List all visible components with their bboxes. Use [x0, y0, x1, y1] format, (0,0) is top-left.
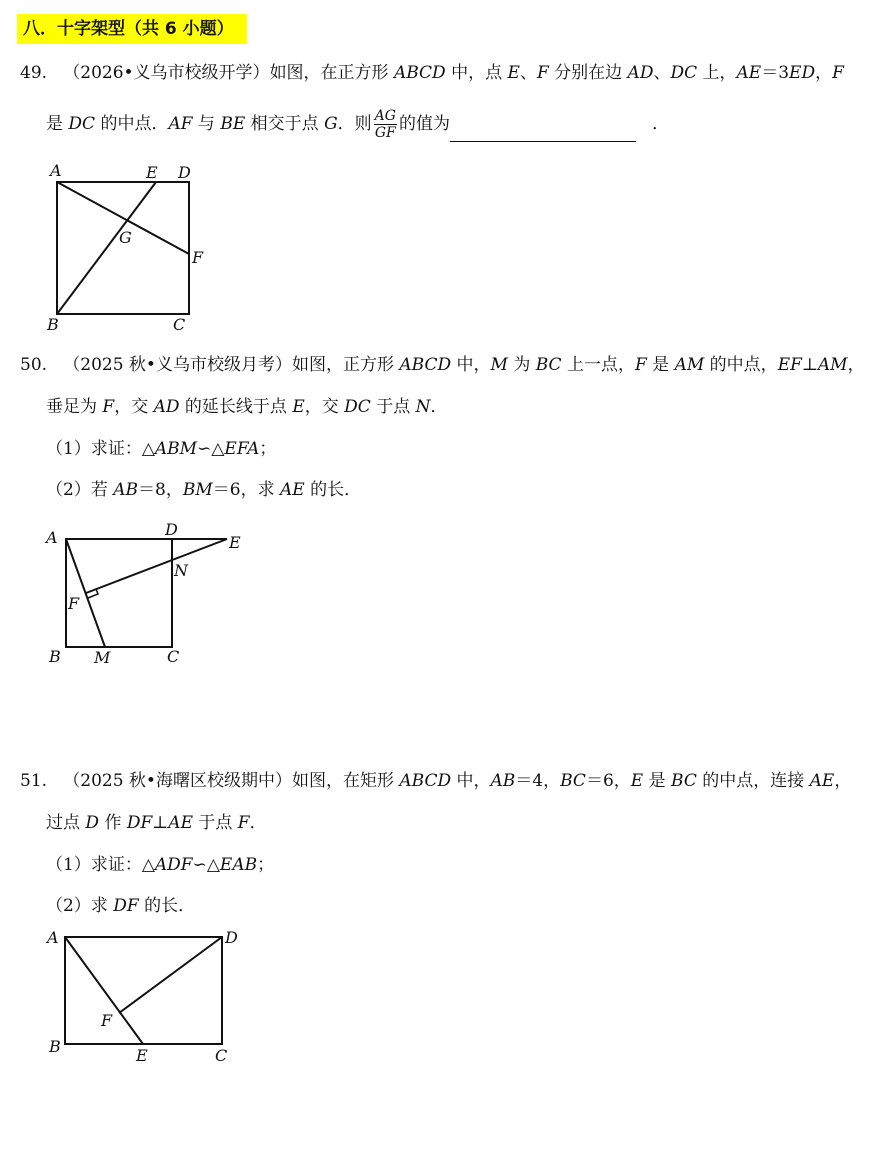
square-abcd-50	[66, 539, 172, 647]
text: 垂足为	[46, 397, 103, 417]
text: ，	[834, 771, 852, 791]
q50-part-2	[46, 479, 361, 501]
label-d: D	[178, 163, 191, 182]
text: 于点	[370, 397, 416, 417]
label-c: C	[215, 1046, 228, 1065]
q49-source: （2026•义乌市校级开学）	[63, 63, 270, 83]
text: 的中点，	[704, 355, 778, 375]
var: E	[507, 63, 520, 83]
var: F	[237, 813, 250, 833]
var: F	[634, 355, 647, 375]
label-a: A	[50, 161, 62, 180]
var: F	[832, 63, 844, 83]
var: DF	[126, 813, 153, 833]
segment-be	[57, 182, 156, 314]
var: ED	[789, 63, 816, 83]
text: 的长．	[138, 896, 196, 916]
text: 如图，在正方形	[269, 63, 394, 83]
segment-am	[66, 539, 105, 647]
label-e: E	[229, 533, 241, 552]
var: EFA	[224, 439, 260, 459]
text: 如图，在矩形	[291, 771, 400, 791]
label-a: A	[46, 528, 58, 547]
var: F	[536, 63, 549, 83]
text: 上一点，	[561, 355, 635, 375]
text: ＝6，	[585, 771, 631, 791]
square-abcd	[57, 182, 189, 314]
var: BC	[671, 771, 697, 791]
text: ⊥	[152, 813, 169, 833]
text: （1）求证：△	[46, 439, 155, 459]
text: ＝4，	[515, 771, 561, 791]
var: BM	[182, 480, 213, 500]
text: ＝8，	[138, 480, 183, 500]
fraction-numerator: AG	[374, 108, 396, 124]
label-n: N	[174, 561, 188, 580]
var: AE	[279, 480, 305, 500]
text: ，交	[114, 397, 154, 417]
label-f: F	[68, 594, 80, 613]
label-f: F	[192, 248, 204, 267]
label-e: E	[146, 163, 158, 182]
label-m: M	[94, 648, 111, 667]
var: AF	[168, 114, 193, 134]
var: DC	[670, 63, 698, 83]
text: ；	[257, 855, 275, 875]
label-d: D	[225, 928, 238, 947]
text: 与	[192, 114, 221, 134]
var: ABCD	[399, 771, 452, 791]
text: 的值为	[398, 114, 450, 134]
text: 的长．	[304, 480, 362, 500]
text: ．	[652, 114, 670, 134]
var: F	[102, 397, 115, 417]
text: ，	[815, 63, 833, 83]
label-a: A	[47, 928, 59, 947]
text: 为	[507, 355, 536, 375]
text: 、	[519, 63, 537, 83]
label-c: C	[167, 647, 180, 666]
var: AB	[113, 480, 139, 500]
q51-number: 51.	[20, 771, 48, 791]
text: 于点	[192, 813, 238, 833]
var: N	[415, 397, 431, 417]
var: DC	[68, 114, 96, 134]
var: ADF	[154, 855, 193, 875]
text: ，交	[304, 397, 345, 417]
text: 分别在边	[548, 63, 628, 83]
text: 相交于点	[245, 114, 325, 134]
text: 的中点，连接	[696, 771, 810, 791]
text: 是	[46, 114, 69, 134]
var: AD	[153, 397, 180, 417]
var: AE	[736, 63, 762, 83]
text: ＝3	[761, 63, 790, 83]
var: BE	[220, 114, 246, 134]
text: ．	[430, 397, 448, 417]
text: 如图，正方形	[291, 355, 400, 375]
var: G	[324, 114, 338, 134]
text: 上，	[697, 63, 737, 83]
text: （2）若	[46, 480, 114, 500]
var: D	[85, 813, 100, 833]
text: 的中点．	[95, 114, 169, 134]
var: M	[490, 355, 508, 375]
label-b: B	[49, 1037, 61, 1056]
text: ，	[847, 355, 865, 375]
q51-part-1	[46, 854, 274, 876]
q51-part-2	[46, 895, 195, 917]
text: 、	[653, 63, 671, 83]
text: ＝6，求	[212, 480, 280, 500]
label-e: E	[136, 1046, 148, 1065]
var: BC	[535, 355, 562, 375]
text: 中，	[451, 771, 491, 791]
var: AM	[817, 355, 848, 375]
var: DC	[344, 397, 371, 417]
q50-line-2	[46, 396, 448, 418]
label-c: C	[173, 315, 186, 334]
text: （1）求证：△	[46, 855, 155, 875]
var: AD	[627, 63, 654, 83]
q51-line-1	[20, 770, 851, 792]
var: DF	[113, 896, 139, 916]
var: BC	[560, 771, 586, 791]
var: E	[292, 397, 305, 417]
text: 是	[646, 355, 675, 375]
segment-df	[119, 937, 222, 1013]
var: AM	[674, 355, 705, 375]
var: ABCD	[399, 355, 452, 375]
label-b: B	[49, 647, 61, 666]
var: AE	[809, 771, 835, 791]
text: ⊥	[801, 355, 818, 375]
text: 的延长线于点	[179, 397, 293, 417]
q50-number: 50.	[20, 355, 48, 375]
label-b: B	[47, 315, 59, 334]
q50-part-1	[46, 438, 276, 460]
rectangle-abcd-51	[65, 937, 222, 1044]
q50-source: （2025 秋•义乌市校级月考）	[63, 355, 292, 375]
text: （2）求	[46, 896, 114, 916]
fraction-denominator: GF	[374, 125, 396, 141]
label-g: G	[119, 228, 132, 247]
var: ABCD	[393, 63, 446, 83]
section-title: 八．十字架型（共 6 小题）	[17, 14, 247, 44]
q51-line-2	[46, 812, 267, 834]
q49-number: 49.	[20, 63, 48, 83]
var: AB	[490, 771, 516, 791]
label-f: F	[101, 1011, 113, 1030]
q51-source: （2025 秋•海曙区校级期中）	[63, 771, 292, 791]
var: ABM	[154, 439, 198, 459]
segment-fe	[86, 539, 227, 593]
text: ．	[249, 813, 267, 833]
text: 是	[643, 771, 672, 791]
q50-line-1	[20, 354, 865, 376]
text: ∽△	[192, 855, 220, 875]
text: ．则	[337, 114, 372, 134]
text: 中，	[451, 355, 491, 375]
label-d: D	[165, 520, 178, 539]
var: E	[630, 771, 644, 791]
text: 过点	[46, 813, 86, 833]
text: ；	[259, 439, 277, 459]
var: AE	[168, 813, 193, 833]
text: 中，点	[445, 63, 508, 83]
var: EAB	[219, 855, 258, 875]
var: EF	[777, 355, 802, 375]
text: ∽△	[197, 439, 225, 459]
text: 作	[99, 813, 127, 833]
